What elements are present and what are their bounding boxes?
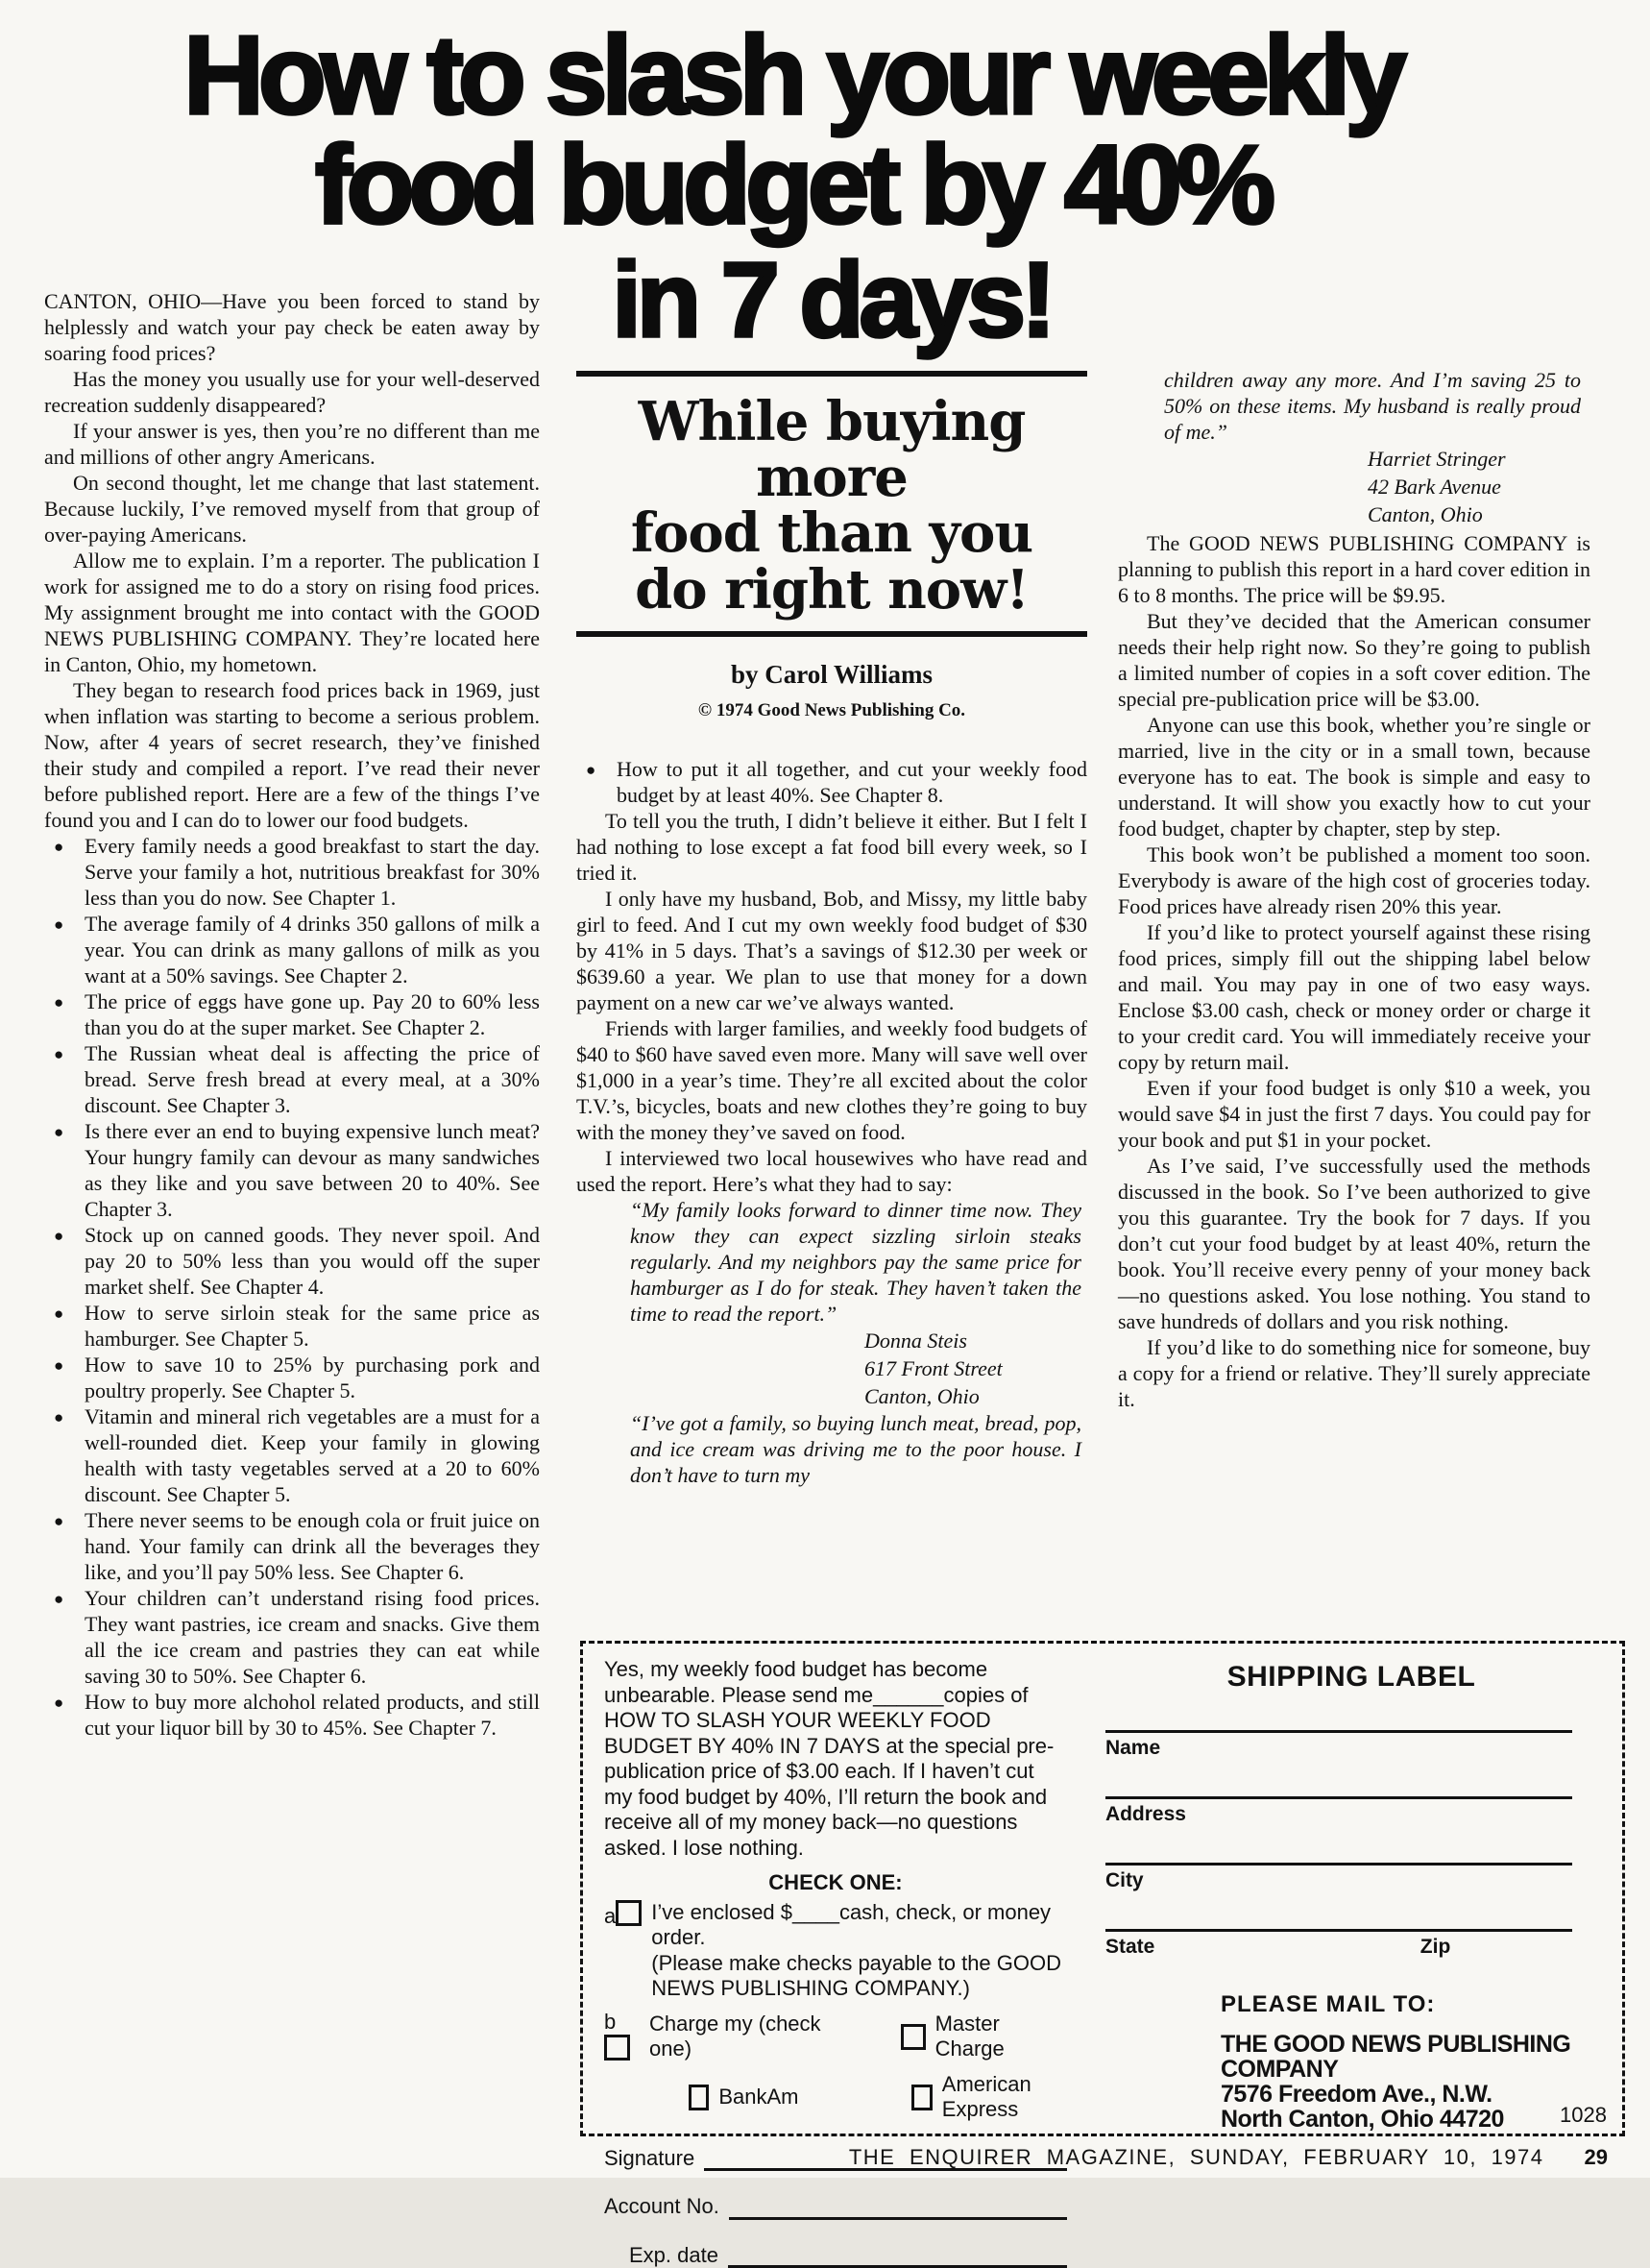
attribution-line: Donna Steis (864, 1327, 1087, 1354)
paragraph: I only have my husband, Bob, and Missy, my little baby girl to feed. And I cut my own weekly food budget of $30 by 41% in 5 days. That’s a savings of $12.30 per week or $639.60 a year. We plan to use that money for a down payment on a new car we’ve always wanted. (576, 886, 1087, 1015)
state-label: State (1105, 1936, 1154, 1959)
right-column (1118, 367, 1590, 1412)
center-column (576, 248, 1087, 1488)
coupon-code: 1028 (1560, 2103, 1607, 2128)
field-input-line[interactable] (1105, 1796, 1572, 1799)
subhead-line: do right now! (576, 562, 1087, 618)
option-a-text (651, 1900, 1067, 2002)
shipping-label-title: SHIPPING LABEL (1105, 1661, 1597, 1694)
testimonial-quote-1: “My family looks forward to dinner time now. They know they can expect sizzling sirloin steaks regularly. And my neighbors pay the same price for hamburger as I do for steak. They haven’t taken the time to read the report.” (630, 1197, 1081, 1327)
exp-date-label: Exp. date (629, 2243, 718, 2268)
field-label: City (1105, 1869, 1144, 1892)
paragraph: As I’ve said, I’ve successfully used the methods discussed in the book. So I’ve been authorized to give you this guarantee. Try the book for 7 days. If you don’t cut your food budget by at least 40%, return the book. You’ll receive every penny of your money back—no questions asked. You lose nothing. You stand to save hundreds of dollars and you risk nothing. (1118, 1153, 1590, 1334)
order-form (583, 1644, 1077, 2134)
bullet-item: ● There never seems to be enough cola or fruit juice on hand. Your family can drink all the beverages they like, and you’ll pay 50% less. See Chapter 6. (44, 1507, 540, 1585)
paragraph: If you’d like to protect yourself against these rising food prices, simply fill out the shipping label below and mail. You may pay in one of two easy ways. Enclose $3.00 cash, check or money order or charge it to your credit card. You will immediately receive your copy by return mail. (1118, 919, 1590, 1075)
master-charge-label: Master Charge (935, 2012, 1067, 2062)
paragraph: But they’ve decided that the American consumer needs their help right now. So they’re going to publish a limited number of copies in a soft cover edition. The special pre-publication price will be $3.00. (1118, 608, 1590, 712)
publication-date-line: THE ENQUIRER MAGAZINE, SUNDAY, FEBRUARY 10, 1974 (849, 2145, 1544, 2169)
field-label: Address (1105, 1803, 1186, 1826)
paragraph: To tell you the truth, I didn’t believe it either. But I felt I had nothing to lose except a fat food bill every week, so I tried it. (576, 808, 1087, 886)
center-paragraphs (576, 808, 1087, 1197)
bullet-item: ● Vitamin and mineral rich vegetables are a must for a well-rounded diet. Keep your family in glowing health with tasty vegetables served at a 20 to 60% discount. See Chapter 5. (44, 1403, 540, 1507)
signature-label: Signature (604, 2146, 694, 2172)
left-column (44, 288, 540, 1741)
paragraph: If your answer is yes, then you’re no different than me and millions of other angry Americans. (44, 418, 540, 470)
bullet-item: ● The Russian wheat deal is affecting the price of bread. Serve fresh bread at every meal, at a 30% discount. See Chapter 3. (44, 1040, 540, 1118)
master-charge-checkbox[interactable] (901, 2024, 926, 2050)
state-zip-field (1105, 1929, 1597, 1959)
page-number: 29 (1585, 2145, 1608, 2169)
headline-line-2: food budget by 40% (0, 131, 1585, 240)
zip-label: Zip (1420, 1936, 1451, 1959)
account-label: Account No. (604, 2194, 719, 2220)
bullet-item: ● How to save 10 to 25% by purchasing pork and poultry properly. See Chapter 5. (44, 1352, 540, 1403)
paragraph: Friends with larger families, and weekly food budgets of $40 to $60 have saved even more. Many will save well over $1,000 in a year’s time. They’re all excited about the color T.V.’s, bicycles, boats and new clothes they’re going to buy with the money they’ve saved on food. (576, 1015, 1087, 1145)
attribution-line: 617 Front Street (864, 1354, 1087, 1382)
amex-label: American Express (942, 2072, 1067, 2123)
option-a-line2: (Please make checks payable to the GOOD NEWS PUBLISHING COMPANY.) (651, 1951, 1067, 2002)
divider-rule-top (576, 371, 1087, 377)
bullet-item: ● How to buy more alchohol related products, and still cut your liquor bill by 30 to 45%. See Chapter 7. (44, 1689, 540, 1741)
bullet-item: ● Is there ever an end to buying expensive lunch meat? Your hungry family can devour as many sandwiches as they like and you save between 20 to 40%. See Chapter 3. (44, 1118, 540, 1222)
option-a-prefix: a (604, 1900, 642, 2002)
paragraph: This book won’t be published a moment too soon. Everybody is aware of the high cost of groceries today. Food prices have already risen 20% this year. (1118, 841, 1590, 919)
exp-date-input-line[interactable] (728, 2244, 1067, 2268)
payment-option-a (604, 1900, 1067, 2002)
paragraph: I interviewed two local housewives who have read and used the report. Here’s what they had to say: (576, 1145, 1087, 1197)
headline-line-3: in 7 days! (576, 248, 1087, 354)
payment-option-b (604, 2010, 1067, 2064)
account-row (604, 2194, 1067, 2220)
paragraph: On second thought, let me change that last statement. Because luckily, I’ve removed myself from that group of over-paying Americans. (44, 470, 540, 548)
center-bullet-list (576, 756, 1087, 808)
check-one-heading: CHECK ONE: (604, 1870, 1067, 1896)
shipping-label-section (1077, 1644, 1622, 2134)
bullet-item: ● The average family of 4 drinks 350 gallons of milk a year. You can drink as many gallons of milk as you want at a 50% savings. See Chapter 2. (44, 911, 540, 988)
option-b-checkbox[interactable] (604, 2035, 630, 2061)
attribution-line: 42 Bark Avenue (1368, 473, 1590, 500)
option-b-label: Charge my (check one) (649, 2012, 857, 2062)
option-a-checkbox[interactable] (616, 1900, 642, 1926)
left-intro-paragraphs (44, 288, 540, 833)
sub-headline (576, 394, 1087, 618)
attribution-line: Harriet Stringer (1368, 445, 1590, 473)
option-b-prefix: b (604, 2010, 640, 2064)
bullet-item: ● Every family needs a good breakfast to start the day. Serve your family a hot, nutritious breakfast for 30% less than you do now. See Chapter 1. (44, 833, 540, 911)
testimonial-quote-2: “I’ve got a family, so buying lunch meat, bread, pop, and ice cream was driving me to the poor house. I don’t have to turn my (630, 1410, 1081, 1488)
paragraph: Even if your food budget is only $10 a week, you would save $4 in just the first 7 days. You could pay for your book and put $1 in your pocket. (1118, 1075, 1590, 1153)
field-input-line[interactable] (1105, 1863, 1572, 1866)
copyright-line: © 1974 Good News Publishing Co. (576, 697, 1087, 723)
main-headline (0, 21, 1585, 239)
mail-to-heading: PLEASE MAIL TO: (1221, 1991, 1597, 2018)
shipping-fields (1105, 1730, 1597, 1892)
field-input-line[interactable] (1105, 1929, 1572, 1932)
savings-bullet-list (44, 833, 540, 1741)
testimonial-attribution-1 (864, 1327, 1087, 1410)
mail-to-block (1221, 1991, 1597, 2132)
amex-checkbox[interactable] (911, 2085, 932, 2110)
bullet-item: ● Your children can’t understand rising food prices. They want pastries, ice cream and snacks. Give them all the ice cream and pastries they can eat while saving 30 to 50%. See Chapter 6. (44, 1585, 540, 1689)
paragraph: Anyone can use this book, whether you’re single or married, live in the city or in a small town, because everyone has to eat. The book is simple and easy to understand. It will show you exactly how to cut your food budget, chapter by chapter, step by step. (1118, 712, 1590, 841)
bullet-item: ● How to put it all together, and cut your weekly food budget by at least 40%. See Chapter 8. (576, 756, 1087, 808)
paragraph: The GOOD NEWS PUBLISHING COMPANY is planning to publish this report in a hard cover edition in 6 to 8 months. The price will be $9.95. (1118, 530, 1590, 608)
bullet-item: ● How to serve sirloin steak for the same price as hamburger. See Chapter 5. (44, 1300, 540, 1352)
account-input-line[interactable] (729, 2196, 1067, 2220)
bullet-item: ● Stock up on canned goods. They never spoil. And pay 20 to 50% less than you would off the super market shelf. See Chapter 4. (44, 1222, 540, 1300)
shipping-field (1105, 1730, 1597, 1760)
headline-line-1: How to slash your weekly (0, 21, 1585, 131)
option-a-line1: I’ve enclosed $____cash, check, or money order. (651, 1900, 1067, 1951)
attribution-line: Canton, Ohio (864, 1382, 1087, 1410)
bullet-item: ● The price of eggs have gone up. Pay 20 to 60% less than you do at the super market. See Chapter 2. (44, 988, 540, 1040)
coupon-intro-text: Yes, my weekly food budget has become unbearable. Please send me______copies of HOW TO SLASH YOUR WEEKLY FOOD BUDGET BY 40% IN 7 DAYS at the special pre-publication price of $3.00 each. If I haven’t cut my food budget by 40%, I’ll return the book and receive all of my money back—no questions asked. I lose nothing. (604, 1657, 1067, 1861)
paragraph: Has the money you usually use for your well-deserved recreation suddenly disappeared? (44, 366, 540, 418)
paragraph: They began to research food prices back in 1969, just when inflation was starting to become a serious problem. Now, after 4 years of secret research, they’ve finished their study and compiled a report. I’ve read their never before published report. Here are a few of the things I’ve found you and I can do to lower our food budgets. (44, 677, 540, 833)
right-paragraphs (1118, 530, 1590, 1412)
paragraph: Allow me to explain. I’m a reporter. The publication I work for assigned me to do a story on rising food prices. My assignment brought me into contact with the GOOD NEWS PUBLISHING COMPANY. They’re located here in Canton, Ohio, my hometown. (44, 548, 540, 677)
subhead-line: food than you (576, 505, 1087, 561)
paragraph: CANTON, OHIO—Have you been forced to stand by helplessly and watch your pay check be eaten away by soaring food prices? (44, 288, 540, 366)
mail-to-city: North Canton, Ohio 44720 (1221, 2107, 1597, 2132)
mail-to-company: THE GOOD NEWS PUBLISHING COMPANY (1221, 2032, 1597, 2082)
subhead-line: While buying more (576, 394, 1087, 505)
testimonial-quote-2-continuation: children away any more. And I’m saving 25 to 50% on these items. My husband is really proud of me.” (1164, 367, 1581, 445)
field-label: Name (1105, 1737, 1160, 1760)
page-footer (849, 2145, 1608, 2170)
attribution-line: Canton, Ohio (1368, 500, 1590, 528)
bankam-checkbox[interactable] (689, 2085, 709, 2110)
divider-rule-bottom (576, 631, 1087, 637)
testimonial-attribution-2 (1368, 445, 1590, 528)
exp-date-row (629, 2243, 1067, 2268)
byline: by Carol Williams (576, 662, 1087, 688)
field-input-line[interactable] (1105, 1730, 1572, 1733)
bankam-label: BankAm (718, 2085, 798, 2110)
shipping-field (1105, 1863, 1597, 1892)
mail-to-street: 7576 Freedom Ave., N.W. (1221, 2082, 1597, 2107)
order-coupon (580, 1641, 1625, 2136)
paragraph: If you’d like to do something nice for someone, buy a copy for a friend or relative. They’ll surely appreciate it. (1118, 1334, 1590, 1412)
shipping-field (1105, 1796, 1597, 1826)
card-row-2 (689, 2072, 1067, 2123)
